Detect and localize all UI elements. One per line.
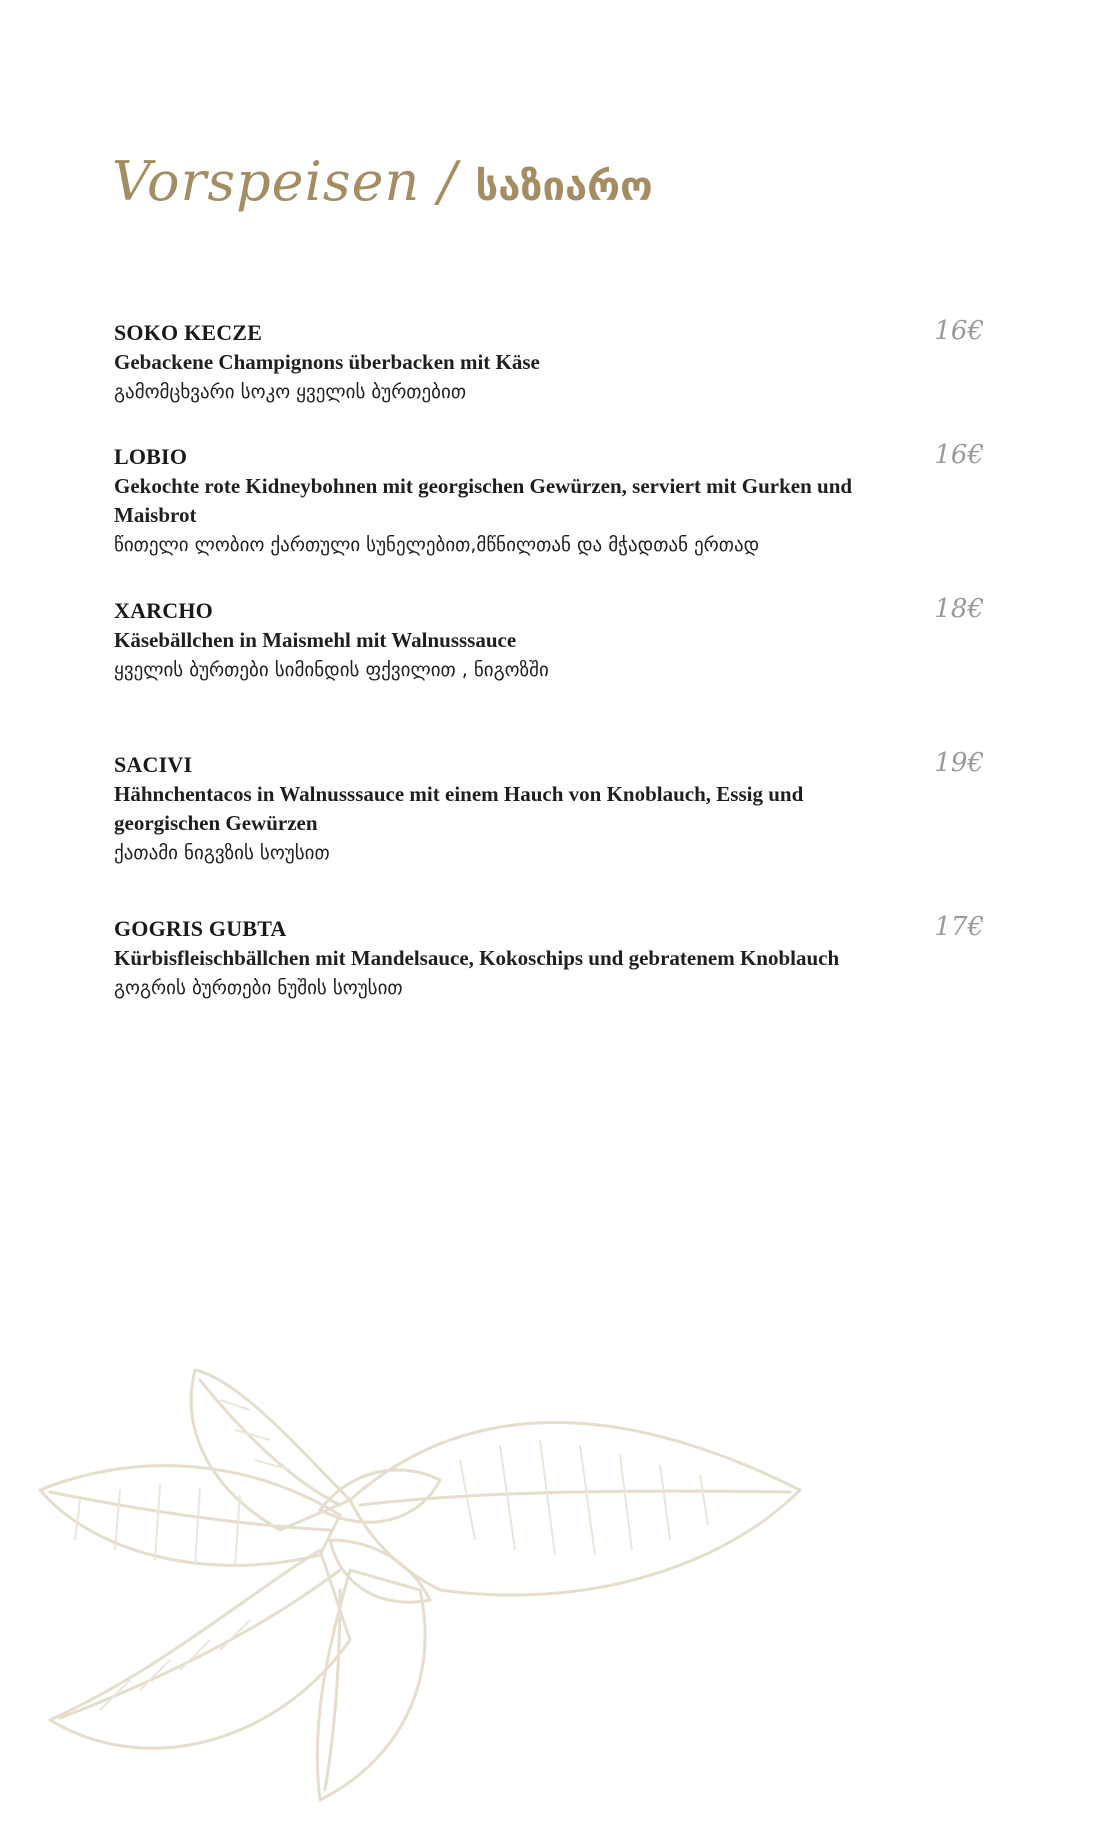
- item-description: Hähnchentacos in Walnusssauce mit einem Hauch von Knoblauch, Essig und georgischen Gewürzen: [114, 782, 804, 835]
- menu-item-gogris-gubta: [114, 914, 984, 1003]
- item-georgian-description: გოგრის ბურთები ნუშის სოუსით: [114, 977, 403, 999]
- item-georgian-description: წითელი ლობიო ქართული სუნელებით,მწნილთან და მჭადთან ერთად: [114, 534, 760, 556]
- item-description: Gekochte rote Kidneybohnen mit georgischen Gewürzen, serviert mit Gurken und Maisbrot: [114, 474, 853, 527]
- section-heading: [112, 150, 653, 213]
- heading-separator: /: [438, 150, 458, 213]
- item-description: Kürbisfleischbällchen mit Mandelsauce, Kokoschips und gebratenem Knoblauch: [114, 946, 840, 970]
- item-description: Gebackene Champignons überbacken mit Käse: [114, 350, 540, 374]
- item-name: SOKO KECZE: [114, 320, 263, 345]
- menu-item-lobio: [114, 442, 984, 560]
- menu-item-soko-kecze: [114, 318, 984, 407]
- item-name: XARCHO: [114, 598, 213, 623]
- basil-leaf-illustration-icon: [20, 1340, 820, 1810]
- item-georgian-description: ქათამი ნიგვზის სოუსით: [114, 842, 330, 864]
- item-price: 16€: [934, 316, 984, 346]
- item-price: 17€: [934, 912, 984, 942]
- item-name: GOGRIS GUBTA: [114, 916, 287, 941]
- item-georgian-description: გამომცხვარი სოკო ყველის ბურთებით: [114, 381, 467, 403]
- item-price: 19€: [934, 748, 984, 778]
- item-price: 16€: [934, 440, 984, 470]
- item-price: 18€: [934, 594, 984, 624]
- heading-georgian: საზიარო: [475, 164, 653, 210]
- menu-item-sacivi: [114, 750, 984, 868]
- item-name: SACIVI: [114, 752, 193, 777]
- heading-latin: Vorspeisen: [112, 150, 421, 213]
- item-description: Käsebällchen in Maismehl mit Walnusssauce: [114, 628, 517, 652]
- item-name: LOBIO: [114, 444, 188, 469]
- item-georgian-description: ყველის ბურთები სიმინდის ფქვილით , ნიგოზში: [114, 659, 549, 681]
- menu-item-xarcho: [114, 596, 984, 685]
